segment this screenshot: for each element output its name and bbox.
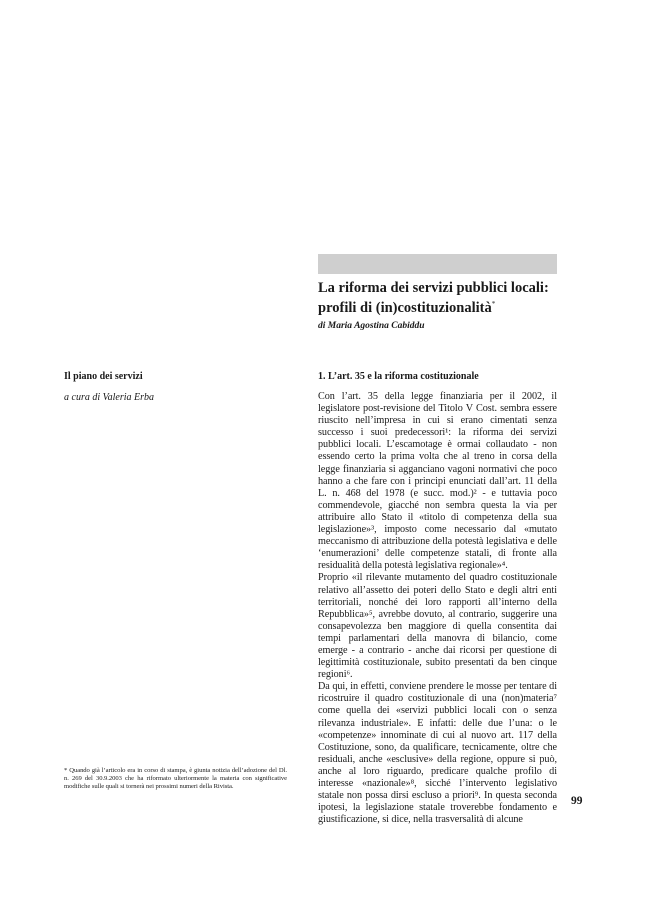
article-author: di Maria Agostina Cabiddu xyxy=(318,321,425,331)
body-paragraph: Con l’art. 35 della legge finanziaria per il 2002, il legislatore post-revisione del Titolo V Cost. sembra essere riuscito nell’impresa in cui si erano cimentati senza successo i suoi predecessori¹: la riforma dei servizi pubblici locali. L’escamotage è ormai collaudato - non essendo certo la prima volta che al treno in corsa della legge finanziaria si agganciano vagoni normativi che poco hanno a che fare con i principi enunciati dall’art. 11 della L. n. 468 del 1978 (e succ. mod.)² - e tuttavia poco commendevole, giacché non sembra questa la via per attribuire allo Stato il «titolo di competenza della sua legislazione»³, imposto come necessario dal «mutato meccanismo di attribuzione della potestà legislativa e delle ‘enumerazioni’ delle competenze statali, di fronte alla residualità della potestà legislativa regionale»⁴. xyxy=(318,391,557,572)
body-paragraph: Da qui, in effetti, conviene prendere le mosse per tentare di ricostruire il quadro costituzionale di una (non)materia⁷ come quella dei «servizi pubblici locali con o senza rilevanza industriale». E infatti: delle due l’una: o le «competenze» innominate di cui al nuovo art. 117 della Costituzione, sono, da qualificare, tecnicamente, oltre che residuali, anche «esclusive» della regione, oppure si può, anche al loro riguardo, predicare qualche profilo di interesse «nazionale»⁸, sicché l’intervento legislativo statale non possa dirsi escluso a priori⁹. In questa seconda ipotesi, la legislazione statale troverebbe fondamento e giustificazione, si dice, nella trasversalità di alcune xyxy=(318,681,557,826)
rubric-name: Il piano dei servizi xyxy=(64,371,143,382)
title-footnote-mark: * xyxy=(491,299,496,308)
article-title-text: La riforma dei servizi pubblici locali: profili di (in)costituzionalità xyxy=(318,280,549,316)
article-title xyxy=(318,281,568,316)
page-number: 99 xyxy=(571,795,583,807)
title-header-bar xyxy=(318,254,557,274)
body-paragraph: Proprio «il rilevante mutamento del quadro costituzionale relativo all’assetto dei poteri dello Stato e degli altri enti territoriali, nonché dei loro rapporti all’interno della Repubblica»⁵, avrebbe dovuto, al contrario, suggerire una consapevolezza ben maggiore di quella consentita dai tempi parlamentari della manovra di bilancio, come emerge - a contrario - anche dai ricorsi per questione di legittimità costituzionale, subito presentati da ben cinque regioni⁶. xyxy=(318,572,557,681)
footnote: * Quando già l’articolo era in corso di stampa, è giunta notizia dell’adozione del Dl. n. 269 del 30.9.2003 che ha riformato ulteriormente la materia con significative modifiche sulle quali si tornerà nei prossimi numeri della Rivista. xyxy=(64,767,287,791)
body-text-column xyxy=(318,391,557,826)
rubric-curator: a cura di Valeria Erba xyxy=(64,392,154,403)
section-heading: 1. L’art. 35 e la riforma costituzionale xyxy=(318,371,479,382)
